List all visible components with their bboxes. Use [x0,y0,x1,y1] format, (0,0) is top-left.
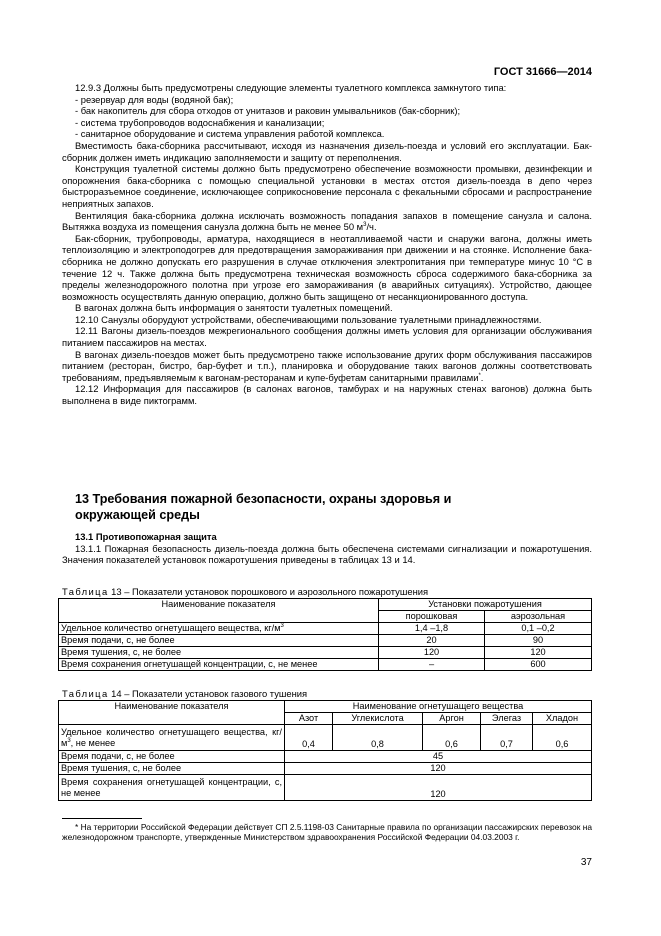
table-cell: 0,6 [533,725,592,751]
table-cell: 0,7 [481,725,533,751]
paragraph-construction: Конструкция туалетной системы должно быть предусмотрено обеспечение возможности промывки, дезинфекции и опорожнения бака-сборника с помощью специальной установки в местах отстоя дизель-поезда в депо через быстроразъемное соединение, исключающее соприкосновение персонала с фекальными сбросами и распространение неприятных запахов. [62,163,592,209]
table-cell-label: Время подачи, с, не более [59,751,285,763]
table-row [59,635,592,647]
table-cell: 600 [485,659,592,671]
table-row [59,659,592,671]
paragraph-capacity: Вместимость бака-сборника рассчитывают, исходя из назначения дизель-поезда и условий его эксплуатации. Бак-сборник должен иметь индикацию заполняемости и защиту от переполнения. [62,139,592,163]
table-cell: 120 [285,775,592,801]
table-13-header-aerosol: аэрозольная [485,611,592,623]
paragraph-12-12: 12.12 Информация для пассажиров (в салонах вагонов, тамбурах и на наружных стенах вагонов) должна быть выполнена в виде пиктограмм. [62,383,592,407]
table-14-header-agent: Углекислота [333,713,423,725]
table-cell: 90 [485,635,592,647]
paragraph-13-1-1: 13.1.1 Пожарная безопасность дизель-поезда должна быть обеспечена системами сигнализации и пожаротушения. Значения показателей установок пожаротушения приведены в таблицах 13 и 14. [62,542,592,566]
paragraph-food: В вагонах дизель-поездов может быть предусмотрено также использование других форм обслуживания пассажиров питанием (ресторан, бистро, бар-буфет и т.п.), планировка и оборудование таких вагонов должны соответствовать требованиям, предъявляемым к вагонам-ресторанам и купе-буфетам санитарными правилами*. [62,348,592,383]
list-item: - санитарное оборудование и система управления работой комплекса. [75,128,385,140]
section-13-text [62,531,592,566]
table-13 [58,598,592,671]
table-14-header-group: Наименование огнетушащего вещества [285,701,592,713]
table-cell: 45 [285,751,592,763]
table-cell-label: Время тушения, с, не более [59,647,379,659]
list-item: - бак накопитель для сбора отходов от унитазов и раковин умывальников (бак-сборник); [75,105,461,117]
paragraph-12-9-3: 12.9.3 Должны быть предусмотрены следующие элементы туалетного комплекса замкнутого типа: [75,82,507,93]
table-14-header-agent: Элегаз [481,713,533,725]
table-13-caption: Таблица 13 – Показатели установок порошкового и аэрозольного пожаротушения [62,586,429,597]
subsection-13-1-title: 13.1 Противопожарная защита [75,531,217,542]
table-row [59,623,592,635]
table-cell: 120 [485,647,592,659]
table-cell-label: Удельное количество огнетушащего вещества, $кг/м^3$ [59,623,379,635]
table-cell-label: Время тушения, с, не более [59,763,285,775]
list-item: - система трубопроводов водоснабжения и канализации; [75,116,325,128]
table-cell-label: Время подачи, с, не более [59,635,379,647]
table-13-header-group: Установки пожаротушения [379,599,592,611]
paragraph-tank: Бак-сборник, трубопроводы, арматура, находящиеся в неотапливаемой части и снаружи вагона, должны иметь теплоизоляцию и электроподогрев для предотвращения замораживания при движении и на стоянке. Исполнение бака-сборника не должно допускать его разрушения в случае отключения электропитания при температуре минус 10 °C в течение 12 ч. Также должна быть предусмотрена техническая возможность сброса содержимого бака-сборника за пределы железнодорожного полотна при угрозе его замораживания (в аварийных ситуациях). Устройство, дающее возможность осуществлять данную операцию, должно быть защищено от несанкционированного доступа. [62,232,592,302]
table-14-caption: Таблица 14 – Показатели установок газового тушения [62,688,308,699]
table-cell-label: Время сохранения огнетушащей концентрации, с, не менее [59,659,379,671]
table-cell: 1,4 –1,8 [379,623,485,635]
table-14 [58,700,592,801]
table-cell: 0,6 [423,725,481,751]
table-cell-label: Удельное количество огнетушащего вещества, $кг/м^3$, не менее [59,725,285,751]
footnote-separator [62,818,142,819]
table-cell-label: Время сохранения огнетушащей концентрации, с, не менее [59,775,285,801]
table-cell: 120 [285,763,592,775]
table-cell: 0,4 [285,725,333,751]
page-number: 37 [580,857,592,868]
table-13-header-powder: порошковая [379,611,485,623]
table-cell: 0,1 –0,2 [485,623,592,635]
paragraph-12-11: 12.11 Вагоны дизель-поездов межрегионального сообщения должны иметь условия для организации обслуживания питанием пассажиров на местах. [62,325,592,349]
table-14-header-agent: Хладон [533,713,592,725]
table-14-header-agent: Аргон [423,713,481,725]
footnote-text: * На территории Российской Федерации действует СП 2.5.1198-03 Санитарные правила по организации пассажирских перевозок на железнодорожном транспорте, утвержденные Министерством здравоохранения Российской Федерации 04.03.2003 г. [62,822,592,843]
table-row [59,647,592,659]
list-item: - резервуар для воды (водяной бак); [75,93,234,105]
table-14-header-agent: Азот [285,713,333,725]
table-row [59,763,592,775]
table-cell: 20 [379,635,485,647]
table-cell: 0,8 [333,725,423,751]
table-cell: 120 [379,647,485,659]
paragraph-info: В вагонах должна быть информация о занятости туалетных помещений. [75,302,393,314]
footnote [62,822,592,843]
table-cell: – [379,659,485,671]
document-code: ГОСТ 31666—2014 [493,66,592,78]
table-row [59,751,592,763]
table-row [59,725,592,751]
paragraph-12-10: 12.10 Санузлы оборудуют устройствами, обеспечивающими пользование туалетными принадлежностями. [75,313,542,325]
paragraph-ventilation: Вентиляция бака-сборника должна исключать возможность попадания запахов в помещение санузла и салона. Вытяжка воздуха из помещения санузла должна быть не менее 50 $м^3/ч$. [62,209,592,233]
table-14-header-name: Наименование показателя [59,701,285,725]
section-13-title: 13 Требования пожарной безопасности, охраны здоровья и окружающей среды [75,492,452,522]
table-13-header-name: Наименование показателя [59,599,379,623]
table-row [59,775,592,801]
section-12-text [62,82,592,407]
